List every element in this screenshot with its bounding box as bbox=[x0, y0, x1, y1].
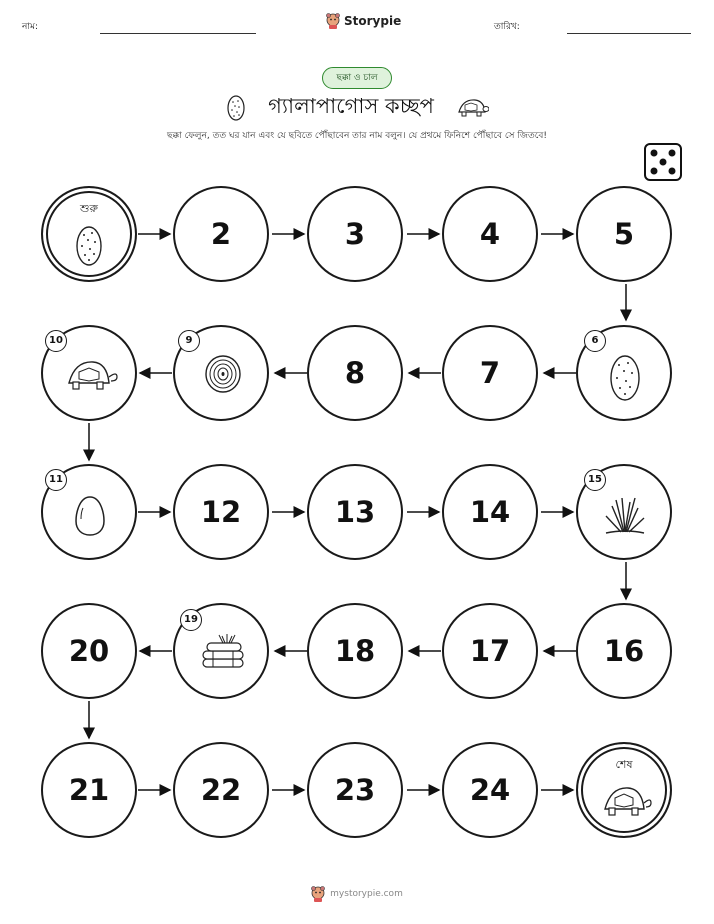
board-space-8[interactable] bbox=[307, 325, 403, 421]
brand-name: Storypie bbox=[344, 14, 402, 28]
board-space-22[interactable] bbox=[173, 742, 269, 838]
start-label: শুরু bbox=[80, 202, 98, 215]
space-badge-6: 6 bbox=[584, 330, 606, 352]
storypie-logo-icon bbox=[311, 886, 325, 902]
space-number: 23 bbox=[334, 773, 376, 807]
board-space-16[interactable] bbox=[576, 603, 672, 699]
name-label: নাম: bbox=[22, 22, 39, 32]
space-badge-19: 19 bbox=[180, 609, 202, 631]
board-space-4[interactable] bbox=[442, 186, 538, 282]
start-space[interactable] bbox=[41, 186, 137, 282]
board-space-5[interactable] bbox=[576, 186, 672, 282]
space-number: 7 bbox=[479, 356, 501, 390]
space-badge-9: 9 bbox=[178, 330, 200, 352]
cactus-icon bbox=[71, 220, 107, 268]
space-number: 12 bbox=[200, 495, 242, 529]
space-number: 2 bbox=[210, 217, 232, 251]
space-number: 14 bbox=[469, 495, 511, 529]
board-space-14[interactable] bbox=[442, 464, 538, 560]
space-number: 22 bbox=[200, 773, 242, 807]
space-number: 3 bbox=[344, 217, 366, 251]
board-space-21[interactable] bbox=[41, 742, 137, 838]
space-number: 4 bbox=[479, 217, 501, 251]
board-space-7[interactable] bbox=[442, 325, 538, 421]
finish-label: শেষ bbox=[615, 758, 633, 771]
space-number: 21 bbox=[68, 773, 110, 807]
space-number: 24 bbox=[469, 773, 511, 807]
board-space-23[interactable] bbox=[307, 742, 403, 838]
space-badge-11: 11 bbox=[45, 469, 67, 491]
space-number: 13 bbox=[334, 495, 376, 529]
space-badge-10: 10 bbox=[45, 330, 67, 352]
tortoise-icon bbox=[63, 357, 119, 393]
board-space-24[interactable] bbox=[442, 742, 538, 838]
date-label: তারিখ: bbox=[494, 22, 520, 32]
board-space-3[interactable] bbox=[307, 186, 403, 282]
footer bbox=[0, 886, 714, 902]
space-badge-15: 15 bbox=[584, 469, 606, 491]
board-space-20[interactable] bbox=[41, 603, 137, 699]
board-space-2[interactable] bbox=[173, 186, 269, 282]
board-space-12[interactable] bbox=[173, 464, 269, 560]
title-text: গ্যালাপাগোস কচ্ছপ bbox=[268, 94, 434, 118]
egg-icon bbox=[73, 494, 107, 538]
instructions: ছক্কা ফেলুন, তত ঘর যান এবং যে ছবিতে পৌঁছাবেন তার নাম বলুন। যে প্রথমে ফিনিশে পৌঁছাবে সে জিতবে! bbox=[167, 131, 547, 141]
board-space-18[interactable] bbox=[307, 603, 403, 699]
space-number: 20 bbox=[68, 634, 110, 668]
grass-icon bbox=[602, 492, 648, 538]
space-number: 5 bbox=[613, 217, 635, 251]
tree-rings-icon bbox=[203, 353, 243, 395]
cactus-icon bbox=[606, 351, 644, 403]
board-space-13[interactable] bbox=[307, 464, 403, 560]
board-space-17[interactable] bbox=[442, 603, 538, 699]
tortoise-icon bbox=[600, 784, 652, 818]
space-number: 8 bbox=[344, 356, 366, 390]
footer-site[interactable]: mystorypie.com bbox=[330, 889, 403, 899]
finish-space[interactable] bbox=[576, 742, 672, 838]
space-number: 16 bbox=[603, 634, 645, 668]
space-number: 17 bbox=[469, 634, 511, 668]
game-tag: ছক্কা ও চাল bbox=[322, 67, 392, 89]
space-number: 18 bbox=[334, 634, 376, 668]
firewood-icon bbox=[197, 633, 251, 675]
